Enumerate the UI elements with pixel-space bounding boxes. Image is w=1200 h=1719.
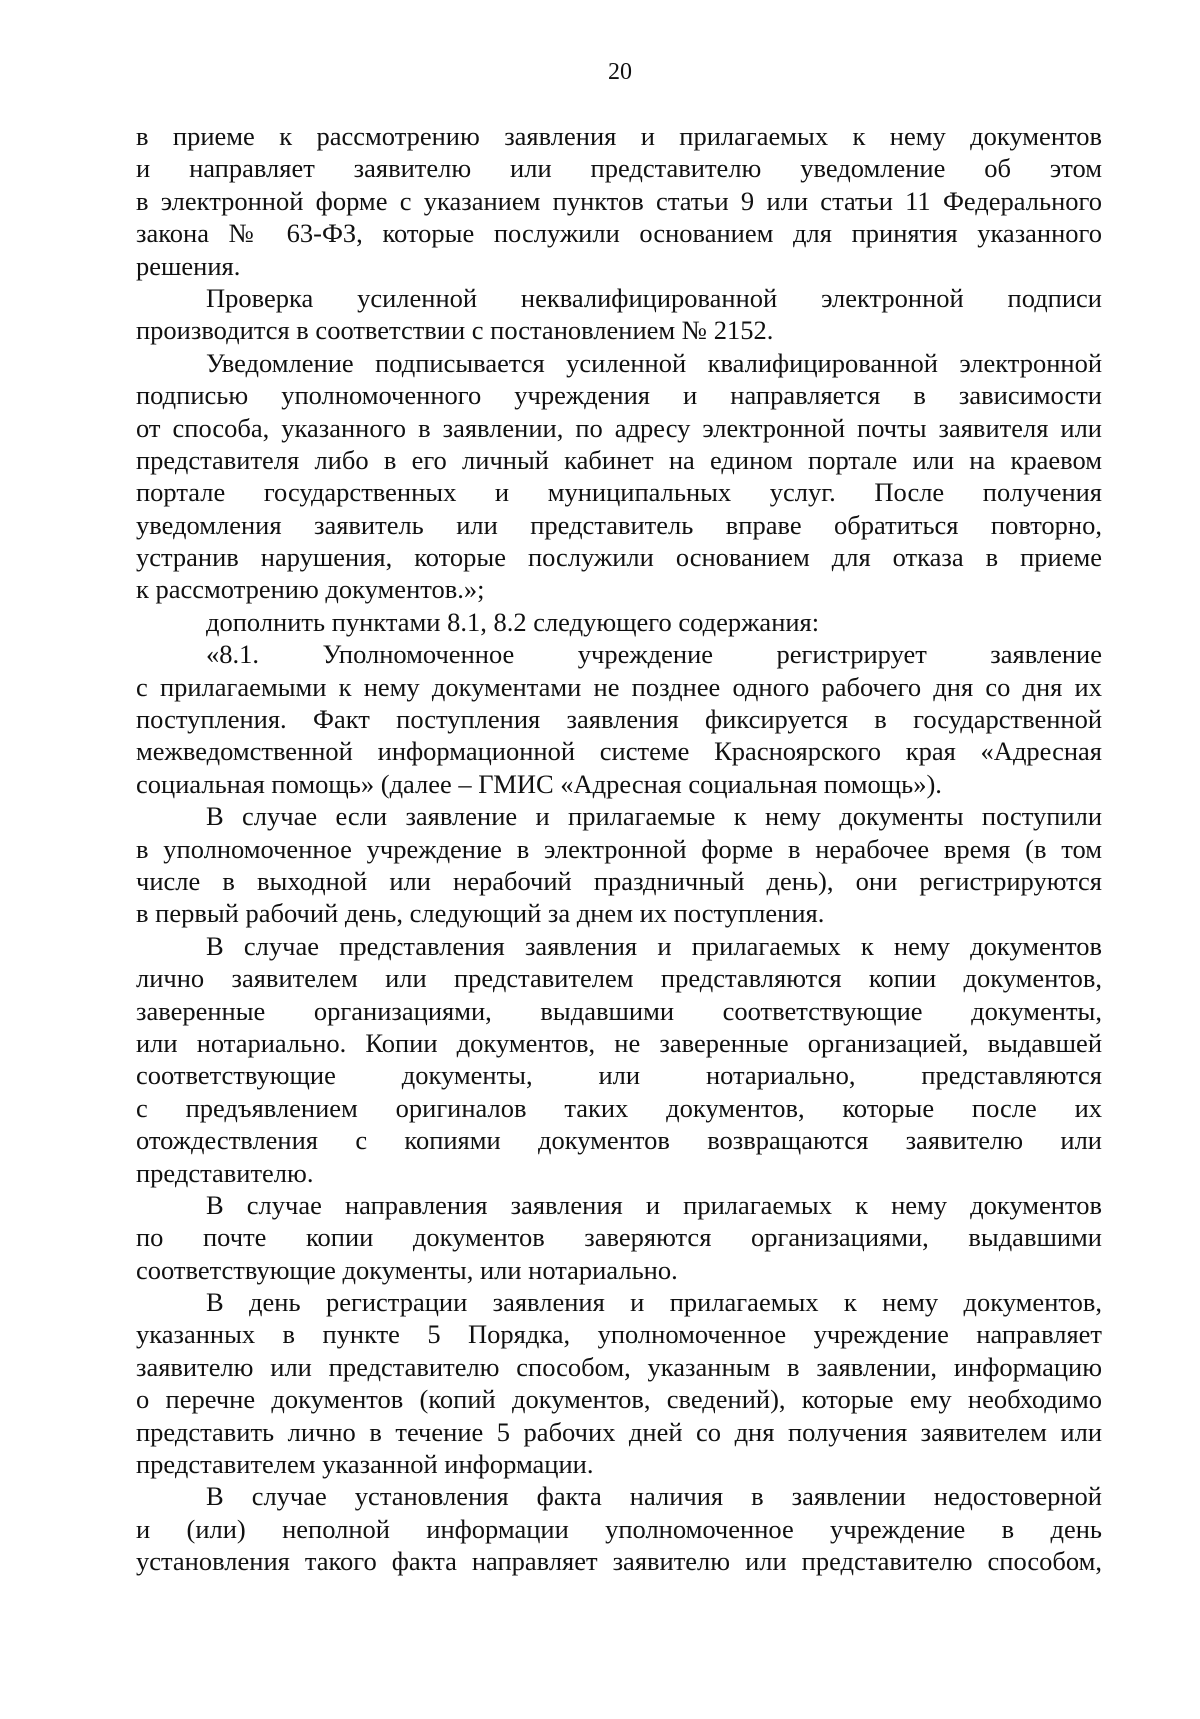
text-line: по почте копии документов заверяются организациями, выдавшими bbox=[136, 1222, 1102, 1253]
text-line: соответствующие документы, или нотариально, представляются bbox=[136, 1060, 1102, 1091]
text-line: с прилагаемыми к нему документами не позднее одного рабочего дня со дня их bbox=[136, 671, 1102, 702]
text-line: представителем указанной информации. bbox=[136, 1449, 594, 1480]
text-line: в электронной форме с указанием пунктов статьи 9 или статьи 11 Федерального bbox=[136, 185, 1102, 216]
text-line: дополнить пунктами 8.1, 8.2 следующего содержания: bbox=[206, 606, 820, 637]
text-line: от способа, указанного в заявлении, по адресу электронной почты заявителя или bbox=[136, 412, 1102, 443]
text-line: портале государственных и муниципальных услуг. После получения bbox=[136, 477, 1102, 508]
text-line: и направляет заявителю или представителю уведомление об этом bbox=[136, 153, 1102, 184]
text-line: представить лично в течение 5 рабочих дней со дня получения заявителем или bbox=[136, 1416, 1102, 1447]
text-line: представителю. bbox=[136, 1157, 314, 1188]
text-line: В случае установления факта наличия в заявлении недостоверной bbox=[206, 1481, 1102, 1512]
text-line: В случае если заявление и прилагаемые к нему документы поступили bbox=[206, 801, 1102, 832]
text-line: межведомственной информационной системе Красноярского края «Адресная bbox=[136, 736, 1102, 767]
text-line: «8.1. Уполномоченное учреждение регистрирует заявление bbox=[206, 639, 1102, 670]
text-line: заверенные организациями, выдавшими соответствующие документы, bbox=[136, 995, 1102, 1026]
text-line: к рассмотрению документов.»; bbox=[136, 574, 485, 605]
text-line: числе в выходной или нерабочий праздничный день), они регистрируются bbox=[136, 865, 1102, 896]
text-line: установления такого факта направляет заявителю или представителю способом, bbox=[136, 1546, 1102, 1577]
document-body bbox=[136, 120, 1102, 1578]
text-line: соответствующие документы, или нотариально. bbox=[136, 1254, 678, 1285]
text-line: В случае направления заявления и прилагаемых к нему документов bbox=[206, 1189, 1102, 1220]
text-line: Уведомление подписывается усиленной квалифицированной электронной bbox=[206, 347, 1102, 378]
text-line: в приеме к рассмотрению заявления и прилагаемых к нему документов bbox=[136, 121, 1102, 151]
text-line: в первый рабочий день, следующий за днем их поступления. bbox=[136, 898, 825, 929]
text-line: Проверка усиленной неквалифицированной электронной подписи bbox=[206, 282, 1102, 313]
text-line: отождествления с копиями документов возвращаются заявителю или bbox=[136, 1125, 1102, 1156]
text-line: указанных в пункте 5 Порядка, уполномоченное учреждение направляет bbox=[136, 1319, 1102, 1350]
text-line: и (или) неполной информации уполномоченное учреждение в день bbox=[136, 1513, 1102, 1544]
text-line: представителя либо в его личный кабинет на едином портале или на краевом bbox=[136, 444, 1102, 475]
text-line: уведомления заявитель или представитель вправе обратиться повторно, bbox=[136, 509, 1102, 540]
text-line: лично заявителем или представителем представляются копии документов, bbox=[136, 963, 1102, 994]
text-line: В день регистрации заявления и прилагаемых к нему документов, bbox=[206, 1287, 1102, 1318]
text-line: В случае представления заявления и прилагаемых к нему документов bbox=[206, 930, 1102, 961]
text-line: или нотариально. Копии документов, не заверенные организацией, выдавшей bbox=[136, 1027, 1102, 1058]
text-line: подписью уполномоченного учреждения и направляется в зависимости bbox=[136, 380, 1102, 411]
text-line: о перечне документов (копий документов, сведений), которые ему необходимо bbox=[136, 1384, 1102, 1415]
text-line: социальная помощь» (далее – ГМИС «Адресная социальная помощь»). bbox=[136, 768, 942, 799]
page-number: 20 bbox=[608, 59, 632, 85]
text-line: заявителю или представителю способом, указанным в заявлении, информацию bbox=[136, 1351, 1102, 1382]
text-line: с предъявлением оригиналов таких документов, которые после их bbox=[136, 1092, 1102, 1123]
text-line: в уполномоченное учреждение в электронной форме в нерабочее время (в том bbox=[136, 833, 1102, 864]
text-line: решения. bbox=[136, 250, 241, 281]
text-line: поступления. Факт поступления заявления фиксируется в государственной bbox=[136, 704, 1102, 735]
text-line: производится в соответствии с постановлением № 2152. bbox=[136, 315, 774, 346]
text-line: закона № 63-ФЗ, которые послужили основанием для принятия указанного bbox=[136, 218, 1102, 249]
text-line: устранив нарушения, которые послужили основанием для отказа в приеме bbox=[136, 542, 1102, 573]
